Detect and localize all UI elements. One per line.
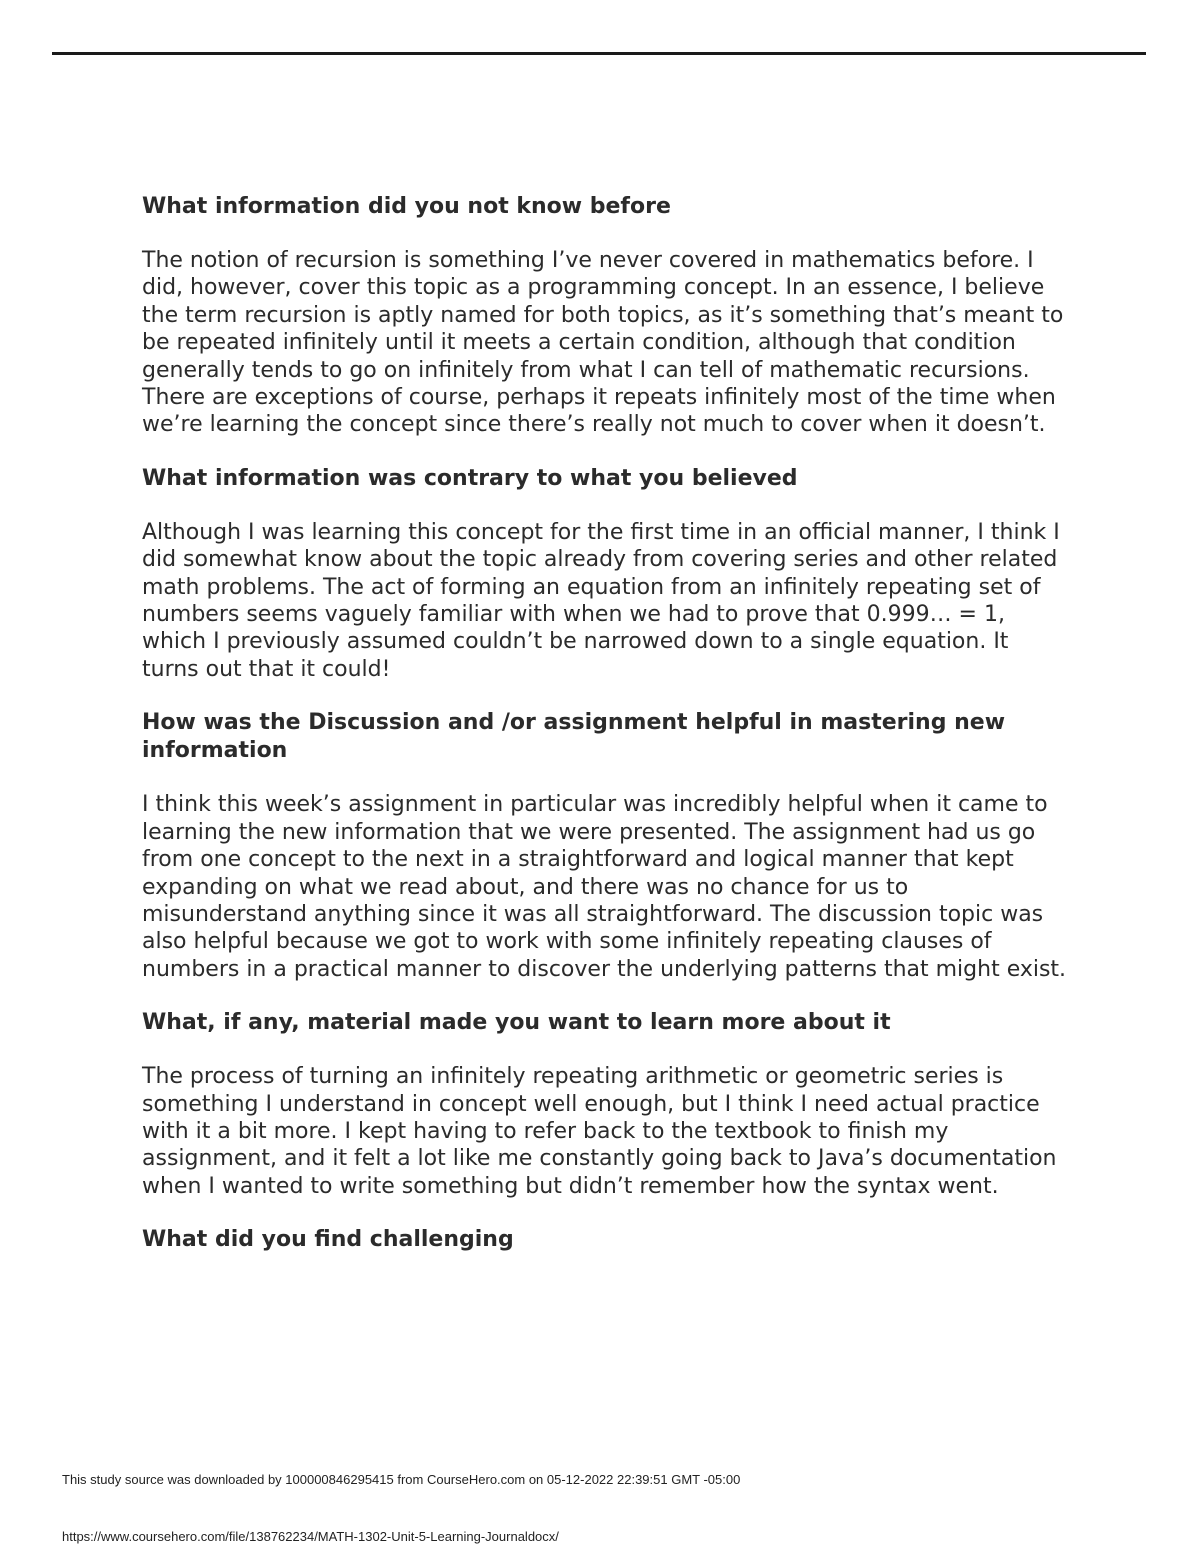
section-heading-1: What information did you not know before — [142, 194, 671, 219]
document-body — [142, 193, 1072, 1254]
section-heading-4: What, if any, material made you want to learn more about it — [142, 1010, 891, 1036]
section-body-4: The process of turning an infinitely repeating arithmetic or geometric series is something I understand in concept well enough, but I think I need actual practice with it a bit more. I kept having to refer back to the textbook to finish my assignment, and it felt a lot like me constantly going back to Java’s documentation when I wanted to write something but didn’t remember how the syntax went. — [142, 1064, 1057, 1199]
top-horizontal-rule — [52, 52, 1146, 55]
section-heading-3: How was the Discussion and /or assignment helpful in mastering new information — [142, 710, 1006, 764]
section-body-1: The notion of recursion is something I’ve never covered in mathematics before. I did, however, cover this topic as a programming concept. In an essence, I believe the term recursion is aptly named for both topics, as it’s something that’s meant to be repeated infinitely until it meets a certain condition, although that condition generally tends to go on infinitely from what I can tell of mathematic recursions. There are exceptions of course, perhaps it repeats infinitely most of the time when we’re learning the concept since there’s really not much to cover when it doesn’t. — [142, 248, 1064, 438]
download-notice: This study source was downloaded by 100000846295415 from CourseHero.com on 05-12-2022 22:39:51 GMT -05:00 — [62, 1472, 741, 1487]
section-body-2: Although I was learning this concept for the first time in an official manner, I think I did somewhat know about the topic already from covering series and other related math problems. The act of forming an equation from an infinitely repeating set of numbers seems vaguely familiar with when we had to prove that 0.999… = 1, which I previously assumed couldn’t be narrowed down to a single equation. It turns out that it could! — [142, 519, 1060, 682]
section-body-3: I think this week’s assignment in particular was incredibly helpful when it came to learning the new information that we were presented. The assignment had us go from one concept to the next in a straightforward and logical manner that kept expanding on what we read about, and there was no chance for us to misunderstand anything since it was all straightforward. The discussion topic was also helpful because we got to work with some infinitely repeating clauses of numbers in a practical manner to discover the underlying patterns that might exist. — [142, 792, 1067, 982]
section-heading-2: What information was contrary to what you believed — [142, 465, 798, 491]
section-heading-5: What did you find challenging — [142, 1227, 514, 1253]
source-url-link[interactable]: https://www.coursehero.com/file/138762234/MATH-1302-Unit-5-Learning-Journaldocx/ — [62, 1529, 559, 1544]
